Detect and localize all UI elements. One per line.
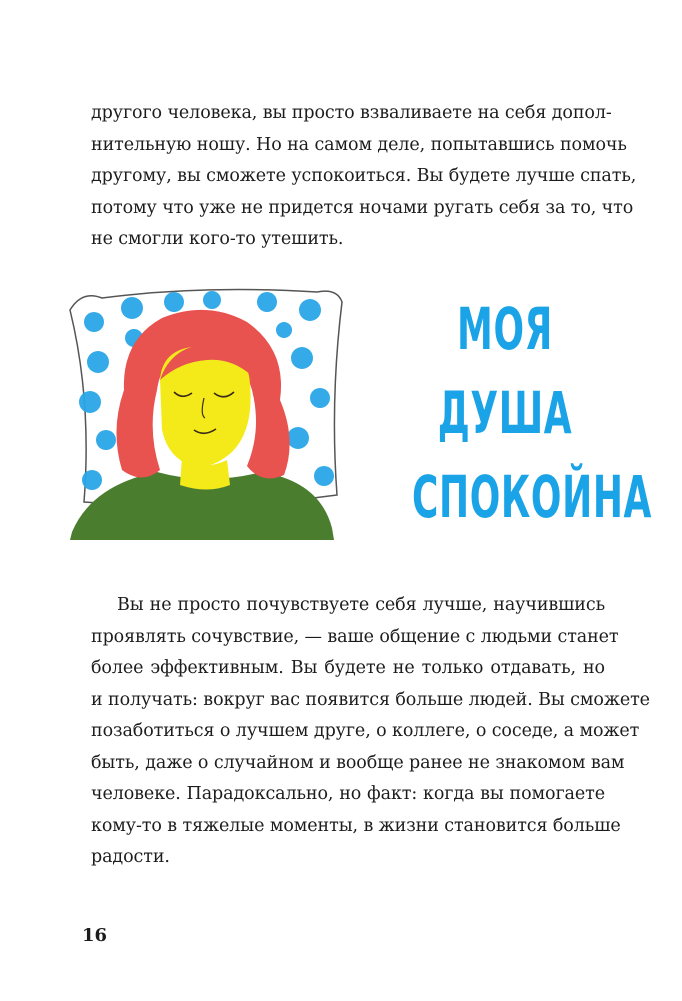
paragraph-line: нительную ношу. Но на самом деле, попытавшись помочь: [91, 134, 627, 155]
paragraph-line: более эффективным. Вы будете не только отдавать, но: [91, 658, 605, 678]
paragraph-line: другого человека, вы просто взваливаете на себя допол-: [91, 103, 612, 123]
paragraph-line: не смогли кого-то утешить.: [91, 229, 344, 249]
bottom-paragraph: [91, 590, 650, 874]
paragraph-line: другому, вы сможете успокоиться. Вы будете лучше спать,: [91, 166, 637, 186]
paragraph-line: человеке. Парадоксально, но факт: когда вы помогаете: [91, 784, 605, 804]
paragraph-line: радости.: [91, 847, 170, 867]
paragraph-line: кому-то в тяжелые моменты, в жизни становится больше: [91, 815, 621, 836]
paragraph-line: проявлять сочувствие, — ваше общение с людьми станет: [91, 626, 619, 647]
paragraph-line: позаботиться о лучшем друге, о коллеге, о соседе, а может: [91, 721, 640, 741]
paragraph-line: быть, даже о случайном и вообще ранее не знакомом вам: [91, 752, 625, 773]
section-heading: [355, 295, 655, 552]
heading-line: МОЯ: [457, 295, 553, 363]
heading-line: СПОКОЙНА: [412, 463, 653, 531]
paragraph-line: Вы не просто почувствуете себя лучше, научившись: [117, 595, 605, 615]
page-number: 16: [82, 925, 108, 946]
paragraph-line: потому что уже не придется ночами ругать себя за то, что: [91, 197, 634, 218]
top-paragraph: [91, 98, 637, 256]
sleeping-woman-illustration: [62, 280, 352, 540]
heading-line: ДУША: [437, 379, 573, 447]
paragraph-line: и получать: вокруг вас появится больше людей. Вы сможете: [91, 689, 650, 710]
